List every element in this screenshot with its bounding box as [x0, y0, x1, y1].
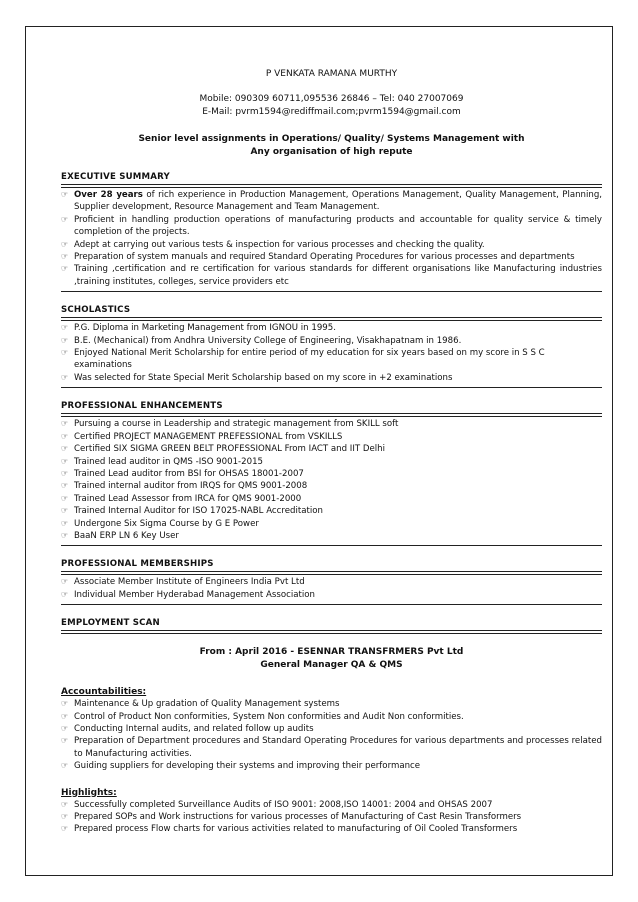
- list-item-text: Preparation of Department procedures and Standard Operating Procedures for various departments and processes related to Manufacturing activities.: [74, 736, 602, 759]
- scholastics-list: [61, 320, 602, 384]
- list-item: [61, 456, 602, 468]
- hand-pointing-right-icon: ☞: [61, 372, 69, 382]
- resume-page: [25, 26, 613, 876]
- list-item-text: Associate Member Institute of Engineers India Pvt Ltd: [74, 577, 305, 588]
- hand-pointing-right-icon: ☞: [61, 699, 69, 709]
- list-item-text: BaaN ERP LN 6 Key User: [74, 530, 179, 541]
- list-item-text: Certified SIX SIGMA GREEN BELT PROFESSIONAL From IACT and IIT Delhi: [74, 444, 385, 455]
- hand-pointing-right-icon: ☞: [61, 481, 69, 491]
- contact-phone: Mobile: 090309 60711,095536 26846 – Tel: 040 27007069: [199, 94, 464, 104]
- section-professional-enhancements: PROFESSIONAL ENHANCEMENTS: [61, 400, 602, 414]
- executive-summary-list: [61, 187, 602, 288]
- list-item-text: Guiding suppliers for developing their systems and improving their performance: [74, 761, 421, 772]
- employer-line: From : April 2016 - ESENNAR TRANSFRMERS Pvt Ltd: [199, 647, 464, 658]
- enhancements-list: [61, 416, 602, 542]
- hand-pointing-right-icon: ☞: [61, 456, 69, 466]
- hand-pointing-right-icon: ☞: [61, 711, 69, 721]
- list-item-text: Trained internal auditor from IRQS for QMS 9001-2008: [74, 481, 308, 492]
- hand-pointing-right-icon: ☞: [61, 812, 69, 821]
- list-item-text: Adept at carrying out various tests & inspection for various processes and checking the quality.: [74, 239, 485, 250]
- list-item: [61, 431, 602, 443]
- resume-content: [61, 67, 602, 836]
- list-item-text: B.E. (Mechanical) from Andhra University College of Engineering, Visakhapatnam in 1986.: [74, 335, 462, 346]
- list-item: [61, 322, 602, 334]
- list-item: [61, 589, 602, 601]
- candidate-name: P VENKATA RAMANA MURTHY: [265, 69, 398, 79]
- list-item-text: Proficient in handling production operations of manufacturing products and accountable for quality service & timely completion of the projects.: [74, 214, 602, 238]
- hand-pointing-right-icon: ☞: [61, 348, 69, 358]
- experience-highlight: Over 28 years: [74, 190, 143, 200]
- hand-pointing-right-icon: ☞: [61, 824, 69, 834]
- hand-pointing-right-icon: ☞: [61, 761, 69, 771]
- list-item-text: Control of Product Non conformities, System Non conformities and Audit Non conformities.: [74, 711, 464, 722]
- list-item: [61, 335, 602, 347]
- hand-pointing-right-icon: ☞: [61, 506, 69, 516]
- hand-pointing-right-icon: ☞: [61, 468, 69, 478]
- hand-pointing-right-icon: ☞: [61, 736, 69, 746]
- list-item-text: Individual Member Hyderabad Management Association: [74, 589, 315, 600]
- objective-line-2: Any organisation of high repute: [250, 147, 413, 157]
- highlights-heading: Highlights:: [61, 787, 117, 798]
- list-item: [61, 799, 602, 811]
- list-item-text: Training ,certification and re certification for various standards for different organisations like Manufacturing industries ,training institutes, colleges, service providers etc: [74, 264, 602, 287]
- list-item: [61, 263, 602, 288]
- experience-text: of rich experience in Production Management, Operations Management, Quality Management, Planning, Supplier development, Resource Management and Team Management.: [74, 190, 603, 213]
- list-item-text: Maintenance & Up gradation of Quality Management systems: [74, 699, 340, 710]
- hand-pointing-right-icon: ☞: [61, 530, 69, 540]
- list-item: [61, 418, 602, 430]
- list-item-text: Trained Lead auditor from BSI for OHSAS 18001-2007: [74, 468, 304, 479]
- hand-pointing-right-icon: ☞: [61, 799, 69, 809]
- list-item-text: Undergone Six Sigma Course by G E Power: [74, 518, 259, 529]
- hand-pointing-right-icon: ☞: [61, 190, 69, 199]
- accountabilities-heading: Accountabilities:: [61, 687, 147, 698]
- section-divider: [61, 633, 602, 634]
- list-item-text: Pursuing a course in Leadership and strategic management from SKILL soft: [74, 419, 399, 430]
- hand-pointing-right-icon: ☞: [61, 493, 69, 503]
- list-item: [61, 711, 602, 723]
- hand-pointing-right-icon: ☞: [61, 335, 69, 345]
- hand-pointing-right-icon: ☞: [61, 431, 69, 441]
- list-item-text: Was selected for State Special Merit Scholarship based on my score in +2 examinations: [74, 372, 453, 383]
- hand-pointing-right-icon: ☞: [61, 214, 69, 224]
- list-item: [61, 372, 602, 384]
- hand-pointing-right-icon: ☞: [61, 252, 69, 262]
- list-item-text: Prepared process Flow charts for various activities related to manufacturing of Oil Cooled Transformers: [74, 824, 518, 835]
- career-objective: [61, 133, 602, 159]
- list-item-text: Trained Internal Auditor for ISO 17025-NABL Accreditation: [74, 506, 323, 517]
- list-item: [61, 823, 602, 835]
- memberships-list: [61, 574, 602, 601]
- section-divider: [61, 545, 602, 546]
- hand-pointing-right-icon: ☞: [61, 239, 69, 249]
- section-divider: [61, 291, 602, 292]
- list-item-text: P.G. Diploma in Marketing Management from IGNOU in 1995.: [74, 323, 336, 334]
- section-employment-scan: EMPLOYMENT SCAN: [61, 617, 602, 631]
- list-item-text: Trained Lead Assessor from IRCA for QMS 9001-2000: [74, 493, 302, 504]
- list-item: [61, 468, 602, 480]
- list-item-text: Prepared SOPs and Work instructions for various processes of Manufacturing of Cast Resin Transformers: [74, 812, 522, 822]
- section-divider: [61, 604, 602, 605]
- job-role: General Manager QA & QMS: [260, 660, 403, 671]
- list-item: [61, 251, 602, 263]
- list-item: [61, 505, 602, 517]
- hand-pointing-right-icon: ☞: [61, 419, 69, 429]
- section-professional-memberships: PROFESSIONAL MEMBERSHIPS: [61, 558, 602, 572]
- list-item-text: Preparation of system manuals and required Standard Operating Procedures for various processes and departments: [74, 252, 575, 263]
- hand-pointing-right-icon: ☞: [61, 577, 69, 587]
- hand-pointing-right-icon: ☞: [61, 264, 69, 274]
- list-item: [61, 530, 602, 542]
- list-item: [61, 735, 602, 760]
- hand-pointing-right-icon: ☞: [61, 518, 69, 528]
- list-item: [61, 189, 602, 214]
- list-item: [61, 214, 602, 239]
- list-item: [61, 811, 602, 823]
- list-item: [61, 576, 602, 588]
- list-item-text: Certified PROJECT MANAGEMENT PREFESSIONAL from VSKILLS: [74, 431, 343, 442]
- list-item-text: Successfully completed Surveillance Audits of ISO 9001: 2008,ISO 14001: 2004 and OHSAS 2007: [74, 799, 493, 810]
- list-item: [61, 347, 602, 372]
- list-item: [61, 760, 602, 772]
- list-item: [61, 480, 602, 492]
- hand-pointing-right-icon: ☞: [61, 444, 69, 454]
- list-item-text: Conducting Internal audits, and related follow up audits: [74, 723, 314, 734]
- list-item-text: Enjoyed National Merit Scholarship for entire period of my education for six years based on my score in S S C examinations: [74, 348, 545, 371]
- list-item: [61, 723, 602, 735]
- contact-email: E-Mail: pvrm1594@rediffmail.com;pvrm1594@gmail.com: [202, 107, 461, 117]
- list-item: [61, 493, 602, 505]
- section-executive-summary: EXECUTIVE SUMMARY: [61, 171, 602, 185]
- highlights-list: [61, 799, 602, 836]
- hand-pointing-right-icon: ☞: [61, 323, 69, 333]
- hand-pointing-right-icon: ☞: [61, 589, 69, 599]
- list-item: [61, 698, 602, 710]
- list-item: [61, 443, 602, 455]
- accountabilities-list: [61, 698, 602, 772]
- section-scholastics: SCHOLASTICS: [61, 304, 602, 318]
- list-item-text: Trained lead auditor in QMS -ISO 9001-2015: [74, 456, 264, 467]
- hand-pointing-right-icon: ☞: [61, 723, 69, 733]
- list-item: [61, 518, 602, 530]
- list-item: [61, 239, 602, 251]
- section-divider: [61, 387, 602, 388]
- objective-line-1: Senior level assignments in Operations/ Quality/ Systems Management with: [138, 134, 525, 144]
